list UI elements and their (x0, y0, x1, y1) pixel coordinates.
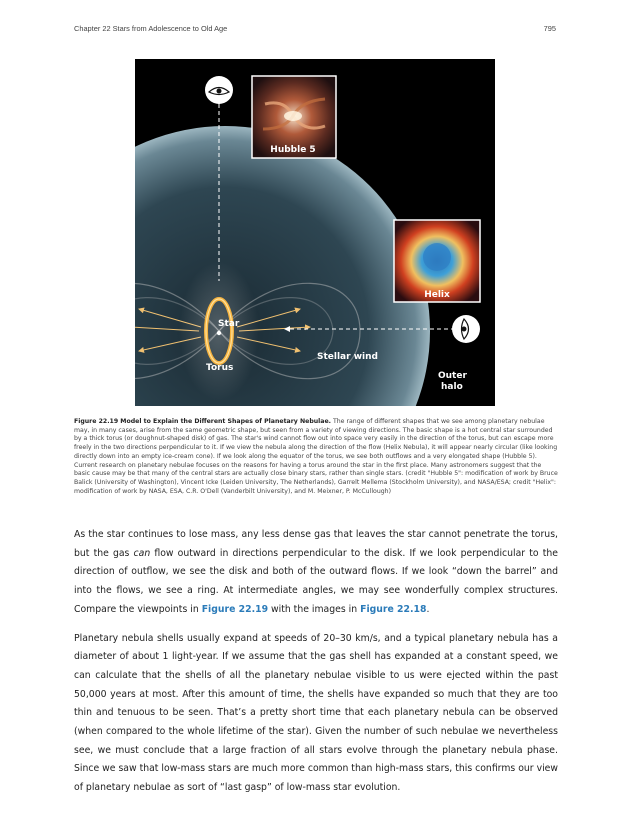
stellar-wind-label: Stellar wind (317, 352, 378, 362)
page-header (74, 24, 556, 36)
chapter-title: Chapter 22 Stars from Adolescence to Old Age (74, 24, 228, 33)
caption-title: Figure 22.19 Model to Explain the Different Shapes of Planetary Nebulae. (74, 418, 332, 425)
paragraph: As the star continues to lose mass, any less dense gas that leaves the star cannot penetrate the torus, but the gas can flow outward in directions perpendicular to the disk. If we look perpendicular to the direction of outflow, we see the disk and both of the outward flows. If we look “down the barrel” and into the flows, we see a ring. At intermediate angles, we may see wonderfully complex structures. Compare the viewpoints in Figure 22.19 with the images in Figure 22.18. (74, 529, 558, 615)
figure-22-18-link[interactable]: Figure 22.18 (360, 603, 427, 615)
helix-label: Helix (424, 290, 450, 300)
outer-halo-label-line1: Outer (438, 371, 467, 381)
outer-halo-label-line2: halo (441, 382, 463, 392)
paragraph: Planetary nebula shells usually expand at speeds of 20–30 km/s, and a typical planetary nebula has a diameter of about 1 light-year. If we assume that the gas shell has expanded at a constant speed, we can calculate that the shells of all the planetary nebulae visible to us were ejected within the past 50,000 years at most. After this amount of time, the shells have expanded so much that they are too thin and tenuous to be seen. That’s a pretty short time that each planetary nebula can be observed (when compared to the whole lifetime of the star). Given the number of such nebulae we nevertheless see, we must conclude that a large fraction of all stars evolve through the planetary nebula phase. Since we saw that low-mass stars are much more common than high-mass stars, this confirms our view of planetary nebulae as sort of “last gasp” of low-mass star evolution. (74, 632, 558, 794)
nebula-model-figure (135, 59, 495, 406)
caption-text: The range of different shapes that we see among planetary nebulae may, in many cases, arise from the same geometric shape, but seen from a variety of viewing directions. The basic shape is a hot central star surrounded by a thick torus (or doughnut-shaped disk) of gas. The star's wind cannot flow out into space very easily in the direction of the torus, but can escape more freely in the two directions perpendicular to it. If we view the nebula along the direction of the flow (Helix Nebula), it will appear nearly circular (like looking directly down into an empty ice-cream cone). If we look along the equator of the torus, we see both outflows and a very elongated shape (Hubble 5). Current research on planetary nebulae focuses on the reasons for having a torus around the star in the first place. Many astronomers suggest that the basic cause may be that many of the central stars are actually close binary stars, rather than single stars. (credit "Hubble 5": modification of work by Bruce Balick (University of Washington), Vincent Icke (Leiden University, The Netherlands), Garrelt Mellema (Stockholm University), and NASA/ESA; credit "Helix": modification of work by NASA, ESA, C.R. O'Dell (Vanderbilt University), and M. Meixner, P. McCullough) (74, 418, 558, 495)
eye-icon (452, 315, 480, 343)
hubble5-image (252, 76, 336, 158)
body-text (74, 526, 558, 808)
star-label: Star (218, 319, 240, 329)
page-number: 795 (543, 24, 556, 33)
nebula-illustration (135, 59, 495, 406)
eye-icon (205, 76, 233, 104)
figure-caption (74, 418, 558, 496)
hubble5-label: Hubble 5 (270, 145, 316, 155)
figure-22-19-link[interactable]: Figure 22.19 (201, 603, 269, 615)
torus-label: Torus (206, 363, 234, 373)
central-star (217, 331, 221, 335)
helix-image (394, 220, 480, 302)
